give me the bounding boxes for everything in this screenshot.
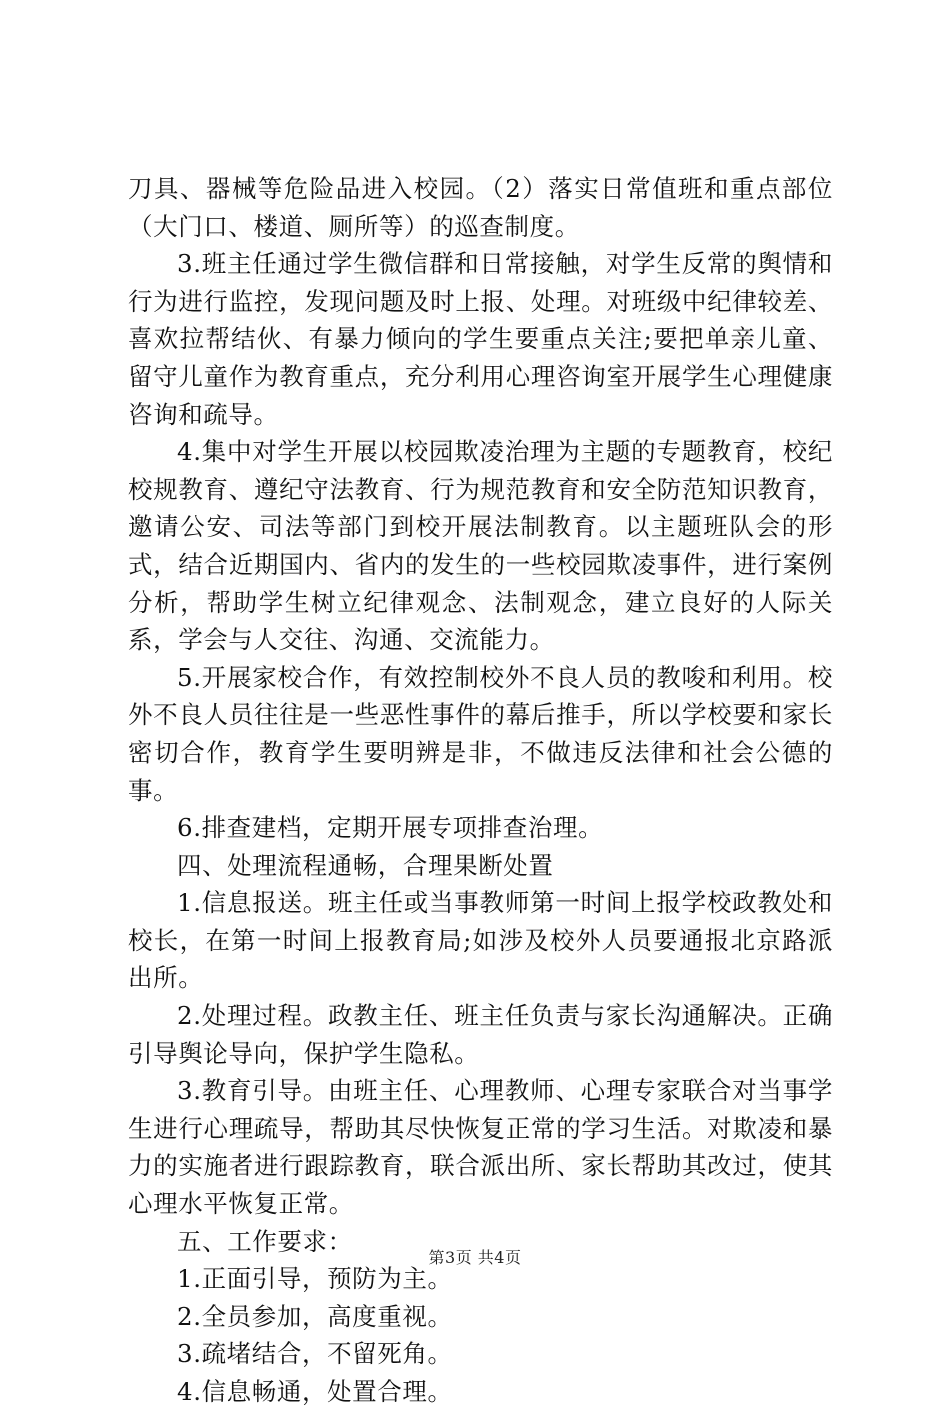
section-heading-4: 四、处理流程通畅，合理果断处置 <box>177 850 554 880</box>
section-heading-5: 五、工作要求： <box>177 1226 353 1256</box>
paragraph-item-4: 4.集中对学生开展以校园欺凌治理为主题的专题教育，校纪校规教育、遵纪守法教育、行为规范教育和安全防范知识教育，邀请公安、司法等部门到校开展法制教育。以主题班队会的形式，结合近期国内、省内的发生的一些校园欺凌事件，进行案例分析，帮助学生树立纪律观念、法制观念，建立良好的人际关系，学会与人交往、沟通、交流能力。 <box>128 437 833 655</box>
requirement-item-1: 1.正面引导，预防为主。 <box>177 1264 453 1294</box>
paragraph-item-3: 3.班主任通过学生微信群和日常接触，对学生反常的舆情和行为进行监控，发现问题及时上报、处理。对班级中纪律较差、喜欢拉帮结伙、有暴力倾向的学生要重点关注;要把单亲儿童、留守儿童作为教育重点，充分利用心理咨询室开展学生心理健康咨询和疏导。 <box>128 249 833 429</box>
requirement-item-3: 3.疏堵结合，不留死角。 <box>177 1339 453 1369</box>
document-body <box>128 170 833 1411</box>
requirement-item-4: 4.信息畅通，处置合理。 <box>177 1377 453 1406</box>
paragraph-info-report: 1.信息报送。班主任或当事教师第一时间上报学校政教处和校长，在第一时间上报教育局;如涉及校外人员要通报北京路派出所。 <box>128 888 833 993</box>
paragraph-item-5: 5.开展家校合作，有效控制校外不良人员的教唆和利用。校外不良人员往往是一些恶性事件的幕后推手，所以学校要和家长密切合作，教育学生要明辨是非，不做违反法律和社会公德的事。 <box>128 662 833 805</box>
paragraph-handling-process: 2.处理过程。政教主任、班主任负责与家长沟通解决。正确引导舆论导向，保护学生隐私。 <box>128 1001 833 1068</box>
paragraph-education-guidance: 3.教育引导。由班主任、心理教师、心理专家联合对当事学生进行心理疏导，帮助其尽快恢复正常的学习生活。对欺凌和暴力的实施者进行跟踪教育，联合派出所、家长帮助其改过，使其心理水平恢复正常。 <box>128 1076 833 1219</box>
requirement-item-2: 2.全员参加，高度重视。 <box>177 1301 453 1331</box>
paragraph-item-6: 6.排查建档，定期开展专项排查治理。 <box>177 813 604 843</box>
paragraph-continued: 刀具、器械等危险品进入校园。（2）落实日常值班和重点部位（大门口、楼道、厕所等）的巡查制度。 <box>128 174 833 241</box>
page-number-footer: 第3页 共4页 <box>428 1248 522 1267</box>
